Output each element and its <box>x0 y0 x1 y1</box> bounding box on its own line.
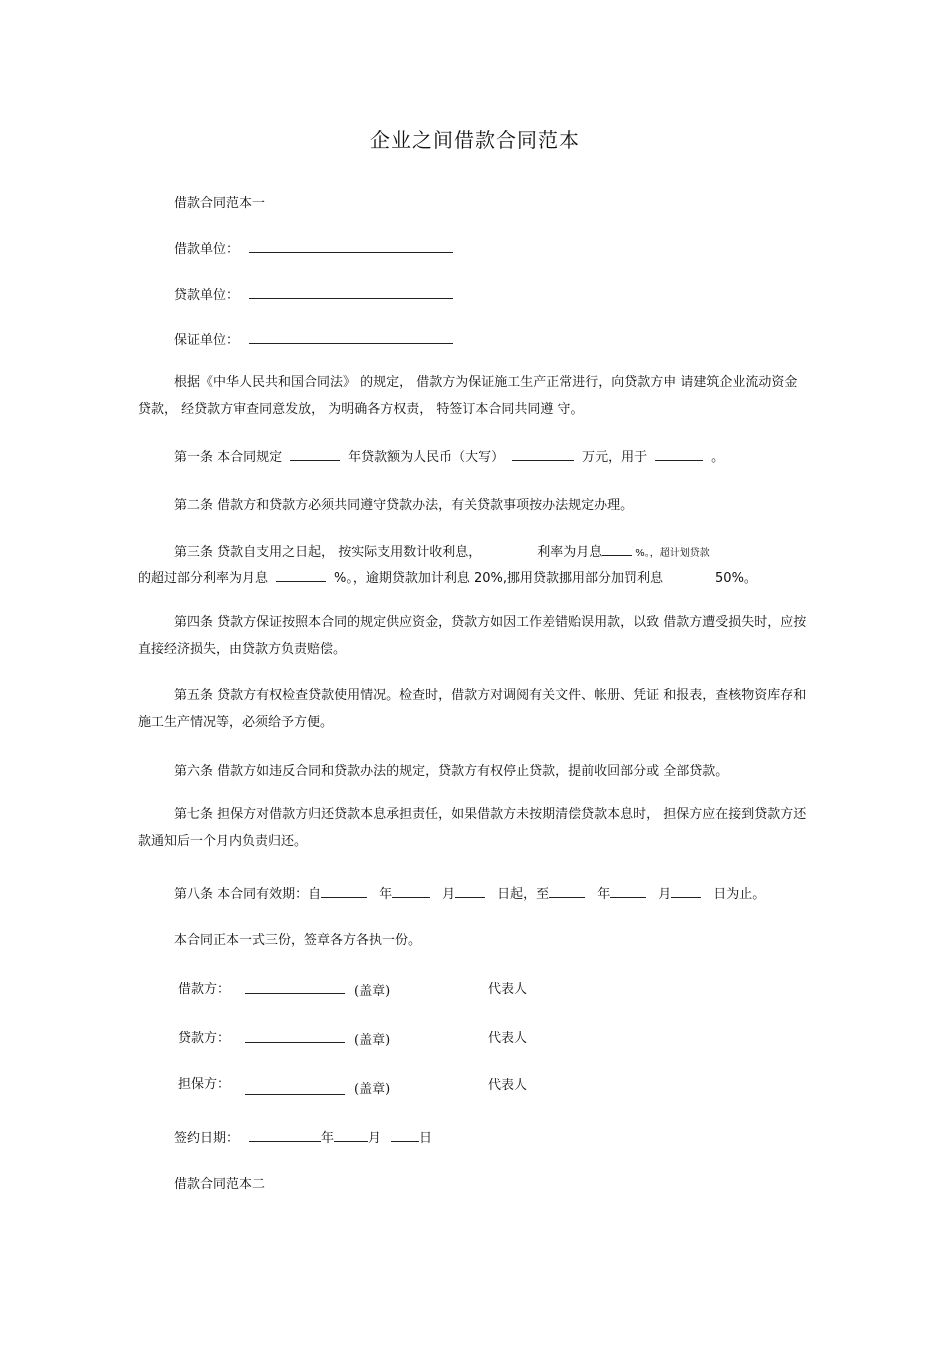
article-3-rate-blank <box>602 543 632 556</box>
preamble-paragraph: 根据《中华人民共和国合同法》 的规定， 借款方为保证施工生产正常进行，向贷款方申 请建筑企业流动资金贷款， 经贷款方审查同意发放， 为明确各方权责， 特签订本合同共同遵 守。 <box>138 375 798 417</box>
article-1 <box>174 446 724 465</box>
article-8-end-year-blank <box>549 885 585 898</box>
copies-clause: 本合同正本一式三份，签章各方各执一份。 <box>174 933 422 948</box>
sample1-heading: 借款合同范本一 <box>174 196 266 211</box>
article-3-line-2 <box>138 567 757 586</box>
signing-date-day-blank <box>391 1129 419 1142</box>
article-8-day-2: 日为止。 <box>713 887 766 902</box>
sample2-heading: 借款合同范本二 <box>174 1177 266 1192</box>
lender-unit-row <box>174 284 453 303</box>
article-6: 第六条 借款方如违反合同和贷款办法的规定，贷款方有权停止贷款，提前收回部分或 全部贷款。 <box>174 764 729 779</box>
article-8-end-month-blank <box>610 885 646 898</box>
signature-blank <box>245 993 345 994</box>
article-4: 第四条 贷款方保证按照本合同的规定供应资金，贷款方如因工作差错贻误用款，以致 借款方遭受损失时，应按直接经济损失，由贷款方负责赔偿。 <box>138 615 807 657</box>
lender-unit-label: 贷款单位： <box>174 288 240 303</box>
article-3-excess-rate-blank <box>276 569 326 582</box>
signature-label: 借款方： <box>178 982 231 997</box>
guarantor-unit-blank <box>249 331 453 344</box>
article-8-start-month-blank <box>392 885 430 898</box>
signing-date-month-blank <box>334 1129 368 1142</box>
article-3-text-b: 利率为月息 <box>537 545 603 560</box>
signature-blank <box>245 1042 345 1043</box>
article-1-amount-blank <box>512 448 574 461</box>
seal-note: (盖章) <box>354 1082 391 1097</box>
signing-date-year-blank <box>249 1129 321 1142</box>
seal-note: (盖章) <box>354 1033 391 1048</box>
seal-note: (盖章) <box>354 984 391 999</box>
signing-date-row <box>174 1127 432 1146</box>
lender-unit-blank <box>249 286 453 299</box>
signature-label: 贷款方： <box>178 1031 231 1046</box>
article-8-text-a: 第八条 本合同有效期：自 <box>174 887 322 902</box>
article-2: 第二条 借款方和贷款方必须共同遵守贷款办法，有关贷款事项按办法规定办理。 <box>174 498 634 513</box>
signing-date-label: 签约日期： <box>174 1131 240 1146</box>
article-8-start-year-blank <box>321 885 367 898</box>
article-3-text-d: 的超过部分利率为月息 <box>138 571 269 586</box>
article-8-end-day-blank <box>671 885 701 898</box>
article-3-line-1 <box>174 541 710 560</box>
article-1-year-blank <box>290 448 340 461</box>
signature-blank <box>245 1094 345 1095</box>
signing-date-day: 日 <box>419 1131 433 1146</box>
article-3-text-f: 50%。 <box>715 571 757 586</box>
article-8-start-day-blank <box>455 885 485 898</box>
article-7: 第七条 担保方对借款方归还贷款本息承担责任，如果借款方未按期清偿贷款本息时， 担保方应在接到贷款方还款通知后一个月内负责归还。 <box>138 807 807 849</box>
article-3-text-e: %。，逾期贷款加计利息 20%,挪用贷款挪用部分加罚利息 <box>334 571 664 586</box>
article-1-text-a: 第一条 本合同规定 <box>174 450 283 465</box>
borrower-unit-label: 借款单位： <box>174 242 240 257</box>
representative-label: 代表人 <box>488 1078 528 1093</box>
article-8-day-1: 日起，至 <box>497 887 550 902</box>
representative-label: 代表人 <box>488 982 528 997</box>
article-5: 第五条 贷款方有权检查贷款使用情况。检查时，借款方对调阅有关文件、帐册、凭证 和报表，查核物资库存和施工生产情况等，必须给予方便。 <box>138 688 807 730</box>
article-3-text-a: 第三条 贷款自支用之日起， 按实际支用数计收利息， <box>174 545 482 560</box>
signing-date-year: 年 <box>321 1131 335 1146</box>
borrower-unit-blank <box>249 240 453 253</box>
guarantor-unit-label: 保证单位： <box>174 333 240 348</box>
signing-date-month: 月 <box>368 1131 382 1146</box>
signature-row-lender <box>178 1027 578 1051</box>
signature-row-guarantor <box>178 1073 578 1097</box>
article-8 <box>174 883 765 902</box>
guarantor-unit-row <box>174 329 453 348</box>
article-1-text-c: 万元，用于 <box>582 450 648 465</box>
article-8-month-2: 月 <box>658 887 672 902</box>
document-title: 企业之间借款合同范本 <box>370 128 580 152</box>
borrower-unit-row <box>174 238 453 257</box>
article-3-text-c: %。，超计划贷款 <box>635 548 710 559</box>
article-8-year-2: 年 <box>597 887 611 902</box>
article-8-month-1: 月 <box>442 887 456 902</box>
article-8-year-1: 年 <box>379 887 393 902</box>
article-1-purpose-blank <box>655 448 703 461</box>
article-1-text-b: 年贷款额为人民币（大写） <box>348 450 505 465</box>
representative-label: 代表人 <box>488 1031 528 1046</box>
signature-row-borrower <box>178 978 578 1002</box>
article-1-text-d: 。 <box>711 450 725 465</box>
signature-label: 担保方： <box>178 1077 231 1092</box>
